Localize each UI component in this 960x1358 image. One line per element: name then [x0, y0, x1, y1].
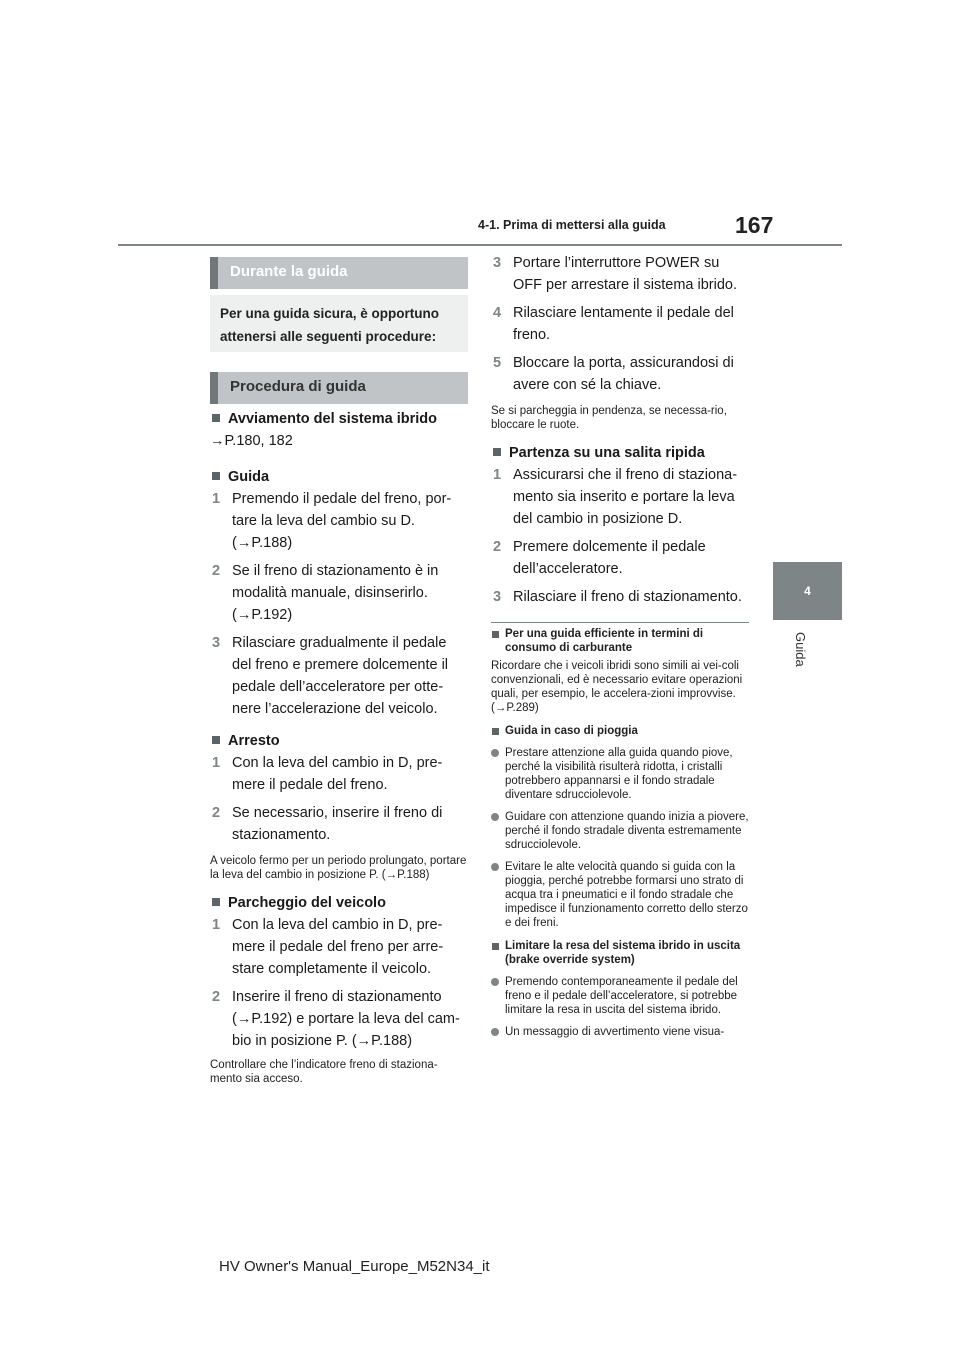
section-title-durante	[210, 257, 468, 289]
step-item	[210, 914, 468, 980]
note-pendenza: Se si parcheggia in pendenza, se necessa-rio, bloccare le ruote.	[491, 405, 727, 431]
header-rule	[118, 244, 842, 246]
step-text: Portare l’interruttore POWER su OFF per arrestare il sistema ibrido.	[513, 255, 738, 293]
ref-avviamento: →P.180, 182	[210, 433, 293, 449]
step-text: Rilasciare il freno di stazionamento.	[513, 589, 742, 605]
step-number: 2	[212, 563, 221, 579]
right-column	[491, 252, 751, 1039]
section-title-text: Procedura di guida	[230, 378, 366, 395]
step-item	[210, 488, 468, 554]
step-text: Premendo il pedale del freno, por-tare la leva del cambio su D. (→P.188)	[232, 491, 452, 551]
step-number: 2	[493, 539, 502, 555]
step-text: Con la leva del cambio in D, pre-mere il pedale del freno.	[232, 755, 443, 793]
step-text: Rilasciare gradualmente il pedale del freno e premere dolcemente il pedale dell’acceleratore per otte-nere l’accelerazione del veicolo.	[232, 635, 449, 717]
step-number: 2	[212, 989, 221, 1005]
section-header: 4-1. Prima di mettersi alla guida	[478, 218, 666, 232]
step-item	[491, 352, 751, 396]
step-item	[210, 632, 468, 720]
heading-efficiente: Per una guida efficiente in termini di consumo di carburante	[491, 627, 751, 655]
note-arresto: A veicolo fermo per un periodo prolungato, portare la leva del cambio in posizione P. (→P.188)	[210, 855, 467, 881]
step-item	[491, 586, 751, 608]
heading-avviamento: Avviamento del sistema ibrido	[210, 408, 468, 430]
note-parcheggio: Controllare che l’indicatore freno di staziona-mento sia acceso.	[210, 1059, 438, 1085]
step-number: 2	[212, 805, 221, 821]
intro-box	[210, 295, 468, 352]
step-item	[491, 536, 751, 580]
step-text: Inserire il freno di stazionamento (→P.192) e portare la leva del cam-bio in posizione P. (→P.188)	[232, 989, 460, 1049]
step-item	[210, 802, 468, 846]
step-text: Se il freno di stazionamento è in modalità manuale, disinserirlo. (→P.192)	[232, 563, 439, 623]
text-efficiente: Ricordare che i veicoli ibridi sono simili ai vei-coli convenzionali, ed è necessario evitare operazioni quali, per esempio, le accelera-zioni improvvise. (→P.289)	[491, 660, 743, 714]
step-text: Rilasciare lentamente il pedale del freno.	[513, 305, 734, 343]
left-column	[210, 408, 468, 1086]
heading-parcheggio: Parcheggio del veicolo	[210, 892, 468, 914]
heading-pioggia: Guida in caso di pioggia	[491, 724, 751, 738]
step-text: Bloccare la porta, assicurandosi di avere con sé la chiave.	[513, 355, 734, 393]
chapter-number: 4	[804, 584, 811, 598]
notes-divider	[491, 622, 749, 623]
bullet-item: Un messaggio di avvertimento viene visua-	[491, 1025, 751, 1039]
step-text: Premere dolcemente il pedale dell’acceleratore.	[513, 539, 706, 577]
step-item	[491, 302, 751, 346]
step-item	[210, 986, 468, 1052]
step-item	[491, 252, 751, 296]
bullet-item: Prestare attenzione alla guida quando piove, perché la visibilità risulterà ridotta, i cristalli potrebbero appannarsi e il fondo stradale diventare sdrucciolevole.	[491, 746, 751, 802]
heading-partenza: Partenza su una salita ripida	[491, 442, 751, 464]
step-number: 4	[493, 305, 502, 321]
step-number: 3	[493, 255, 502, 271]
heading-arresto: Arresto	[210, 730, 468, 752]
step-text: Con la leva del cambio in D, pre-mere il pedale del freno per arre-stare completamente il veicolo.	[232, 917, 444, 977]
step-number: 1	[212, 491, 221, 507]
step-text: Se necessario, inserire il freno di stazionamento.	[232, 805, 443, 843]
step-number: 5	[493, 355, 502, 371]
section-title-procedura	[210, 372, 468, 404]
section-title-text: Durante la guida	[230, 263, 348, 280]
step-number: 1	[212, 917, 221, 933]
step-number: 1	[493, 467, 502, 483]
bullet-item: Guidare con attenzione quando inizia a piovere, perché il fondo stradale diventa estremamente sdrucciolevole.	[491, 810, 751, 852]
page-number: 167	[735, 212, 774, 238]
intro-text: Per una guida sicura, è opportuno attenersi alle seguenti procedure:	[220, 306, 440, 344]
step-number: 1	[212, 755, 221, 771]
chapter-tab	[773, 562, 842, 620]
bullet-item: Evitare le alte velocità quando si guida con la pioggia, perché potrebbe formarsi uno strato di acqua tra i pneumatici e il fondo stradale che impedisce il funzionamento corretto dello sterzo e dei freni.	[491, 860, 751, 930]
bullet-item: Premendo contemporaneamente il pedale del freno e il pedale dell’acceleratore, si potrebbe limitare la resa in uscita del sistema ibrido.	[491, 975, 751, 1017]
step-item	[491, 464, 751, 530]
step-number: 3	[212, 635, 221, 651]
manual-footer: HV Owner's Manual_Europe_M52N34_it	[219, 1258, 490, 1275]
step-item	[210, 752, 468, 796]
heading-limitare: Limitare la resa del sistema ibrido in uscita (brake override system)	[491, 939, 751, 967]
heading-guida: Guida	[210, 466, 468, 488]
step-item	[210, 560, 468, 626]
chapter-name: Guida	[793, 632, 808, 667]
step-number: 3	[493, 589, 502, 605]
step-text: Assicurarsi che il freno di staziona-mento sia inserito e portare la leva del cambio in posizione D.	[513, 467, 738, 527]
